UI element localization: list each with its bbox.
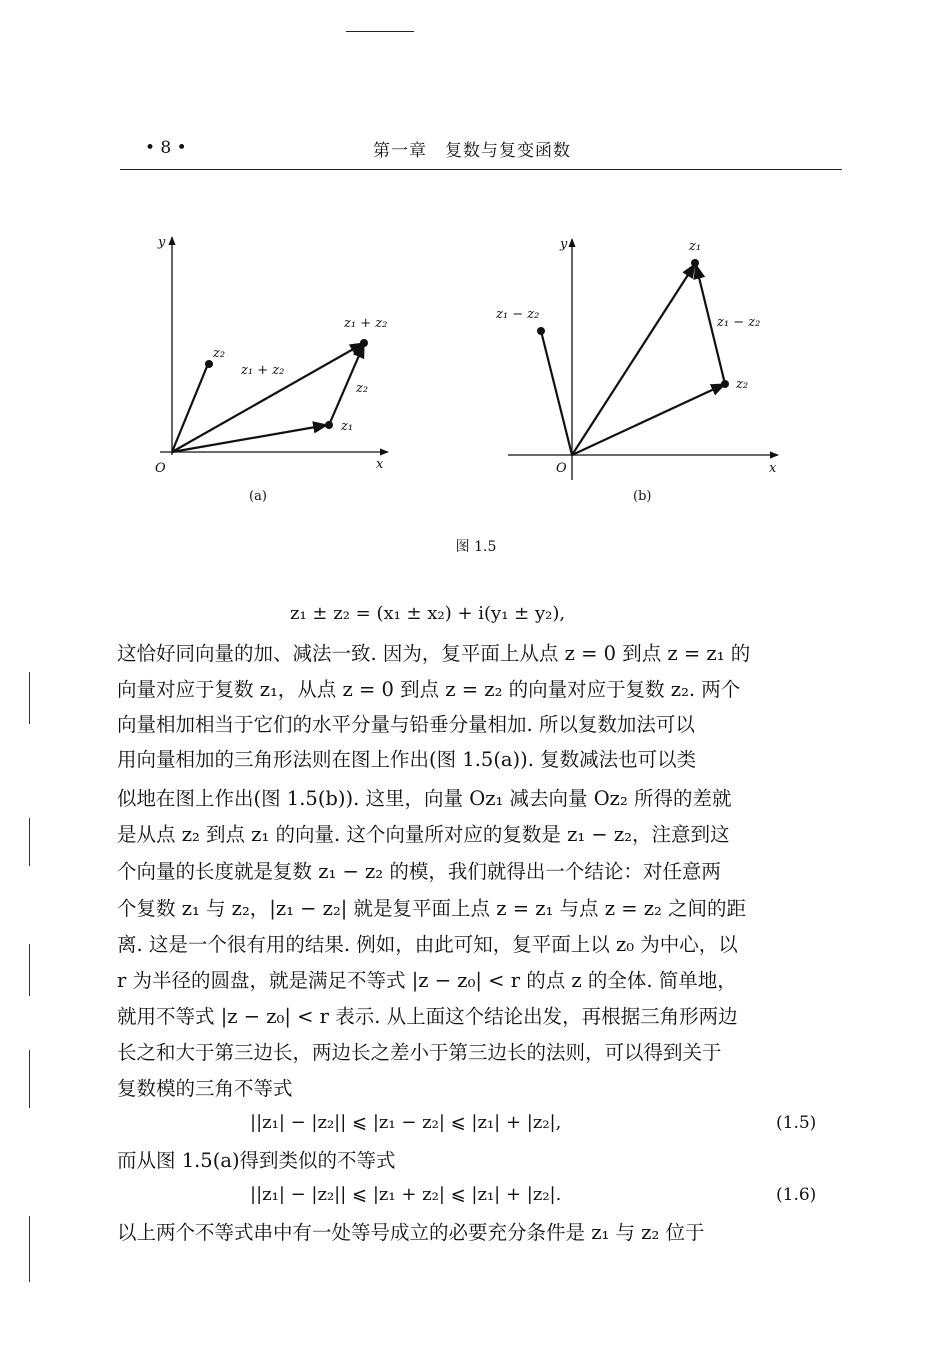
panel-a-point-sum bbox=[360, 339, 368, 347]
panel-a-z1-label: z₁ bbox=[341, 419, 354, 434]
panel-b-diff-side-label: z₁ − z₂ bbox=[717, 315, 761, 330]
margin-bar bbox=[29, 672, 30, 724]
text-line: r 为半径的圆盘，就是满足不等式 |z − z₀| < r 的点 z 的全体. 简单地， bbox=[117, 969, 737, 992]
margin-bar bbox=[29, 818, 30, 866]
margin-bar bbox=[29, 1216, 30, 1282]
inequality-1-6: ||z₁| − |z₂|| ⩽ |z₁ + z₂| ⩽ |z₁| + |z₂|. bbox=[250, 1184, 562, 1205]
text-line: 这恰好同向量的加、减法一致. 因为，复平面上从点 z = 0 到点 z = z₁ 的 bbox=[117, 642, 751, 665]
panel-a bbox=[155, 235, 388, 504]
panel-b-diff-point-label: z₁ − z₂ bbox=[496, 307, 540, 322]
panel-b-point-z2 bbox=[721, 380, 729, 388]
panel-b-point-z1 bbox=[691, 259, 699, 267]
equation-sum-diff: z₁ ± z₂ = (x₁ ± x₂) + i(y₁ ± y₂), bbox=[290, 603, 566, 624]
panel-b-origin-label: O bbox=[556, 461, 567, 476]
chapter-title: 第一章 复数与复变函数 bbox=[373, 141, 571, 161]
inequality-1-5: ||z₁| − |z₂|| ⩽ |z₁ − z₂| ⩽ |z₁| + |z₂|, bbox=[250, 1112, 562, 1133]
margin-bar bbox=[29, 1050, 30, 1108]
panel-b-z1-label: z₁ bbox=[689, 239, 702, 254]
panel-b-z2-label: z₂ bbox=[736, 377, 749, 392]
panel-a-sum-end-label: z₁ + z₂ bbox=[344, 316, 388, 331]
text-line: 以上两个不等式串中有一处等号成立的必要充分条件是 z₁ 与 z₂ 位于 bbox=[117, 1221, 705, 1244]
panel-a-x-label: x bbox=[376, 457, 384, 472]
panel-b-point-diff bbox=[537, 327, 545, 335]
equation-number-1-6: (1.6) bbox=[776, 1185, 817, 1205]
panel-b-y-label: y bbox=[560, 237, 568, 252]
figure-caption: 图 1.5 bbox=[455, 539, 497, 555]
text-line: 是从点 z₂ 到点 z₁ 的向量. 这个向量所对应的复数是 z₁ − z₂，注意到这 bbox=[117, 823, 730, 846]
panel-a-point-z1 bbox=[325, 421, 333, 429]
text-line: 似地在图上作出(图 1.5(b)). 这里，向量 Oz₁ 减去向量 Oz₂ 所得的差就 bbox=[117, 787, 732, 810]
figure-1-5 bbox=[0, 0, 952, 520]
panel-b-x-label: x bbox=[769, 461, 777, 476]
panel-b-vector-diff bbox=[541, 331, 572, 455]
panel-a-z2-side-label: z₂ bbox=[356, 381, 369, 396]
panel-a-z2-label: z₂ bbox=[213, 346, 226, 361]
panel-a-point-z2 bbox=[205, 360, 213, 368]
panel-b-caption: (b) bbox=[633, 489, 652, 504]
text-line: 用向量相加的三角形法则在图上作出(图 1.5(a)). 复数减法也可以类 bbox=[117, 748, 697, 771]
panel-a-sum-diag-label: z₁ + z₂ bbox=[241, 363, 285, 378]
equation-number-1-5: (1.5) bbox=[776, 1113, 817, 1133]
panel-a-y-label: y bbox=[158, 235, 166, 250]
text-line: 而从图 1.5(a)得到类似的不等式 bbox=[117, 1149, 396, 1172]
panel-a-caption: (a) bbox=[249, 489, 267, 504]
text-line: 长之和大于第三边长，两边长之差小于第三边长的法则，可以得到关于 bbox=[117, 1041, 722, 1064]
panel-a-vector-z2 bbox=[172, 364, 208, 452]
page-number: • 8 • bbox=[145, 138, 187, 158]
text-line: 复数模的三角不等式 bbox=[117, 1077, 293, 1100]
text-line: 向量相加相当于它们的水平分量与铅垂分量相加. 所以复数加法可以 bbox=[117, 713, 695, 736]
panel-a-origin-label: O bbox=[155, 461, 166, 476]
text-line: 个向量的长度就是复数 z₁ − z₂ 的模，我们就得出一个结论：对任意两 bbox=[117, 860, 721, 883]
margin-bar bbox=[29, 944, 30, 996]
text-line: 向量对应于复数 z₁，从点 z = 0 到点 z = z₂ 的向量对应于复数 z₂. 两个 bbox=[117, 678, 741, 701]
text-line: 个复数 z₁ 与 z₂，|z₁ − z₂| 就是复平面上点 z = z₁ 与点 z = z₂ 之间的距 bbox=[117, 897, 747, 920]
panel-b bbox=[495, 237, 778, 504]
text-line: 就用不等式 |z − z₀| < r 表示. 从上面这个结论出发，再根据三角形两边 bbox=[117, 1005, 738, 1028]
text-line: 离. 这是一个很有用的结果. 例如，由此可知，复平面上以 z₀ 为中心，以 bbox=[117, 933, 738, 956]
